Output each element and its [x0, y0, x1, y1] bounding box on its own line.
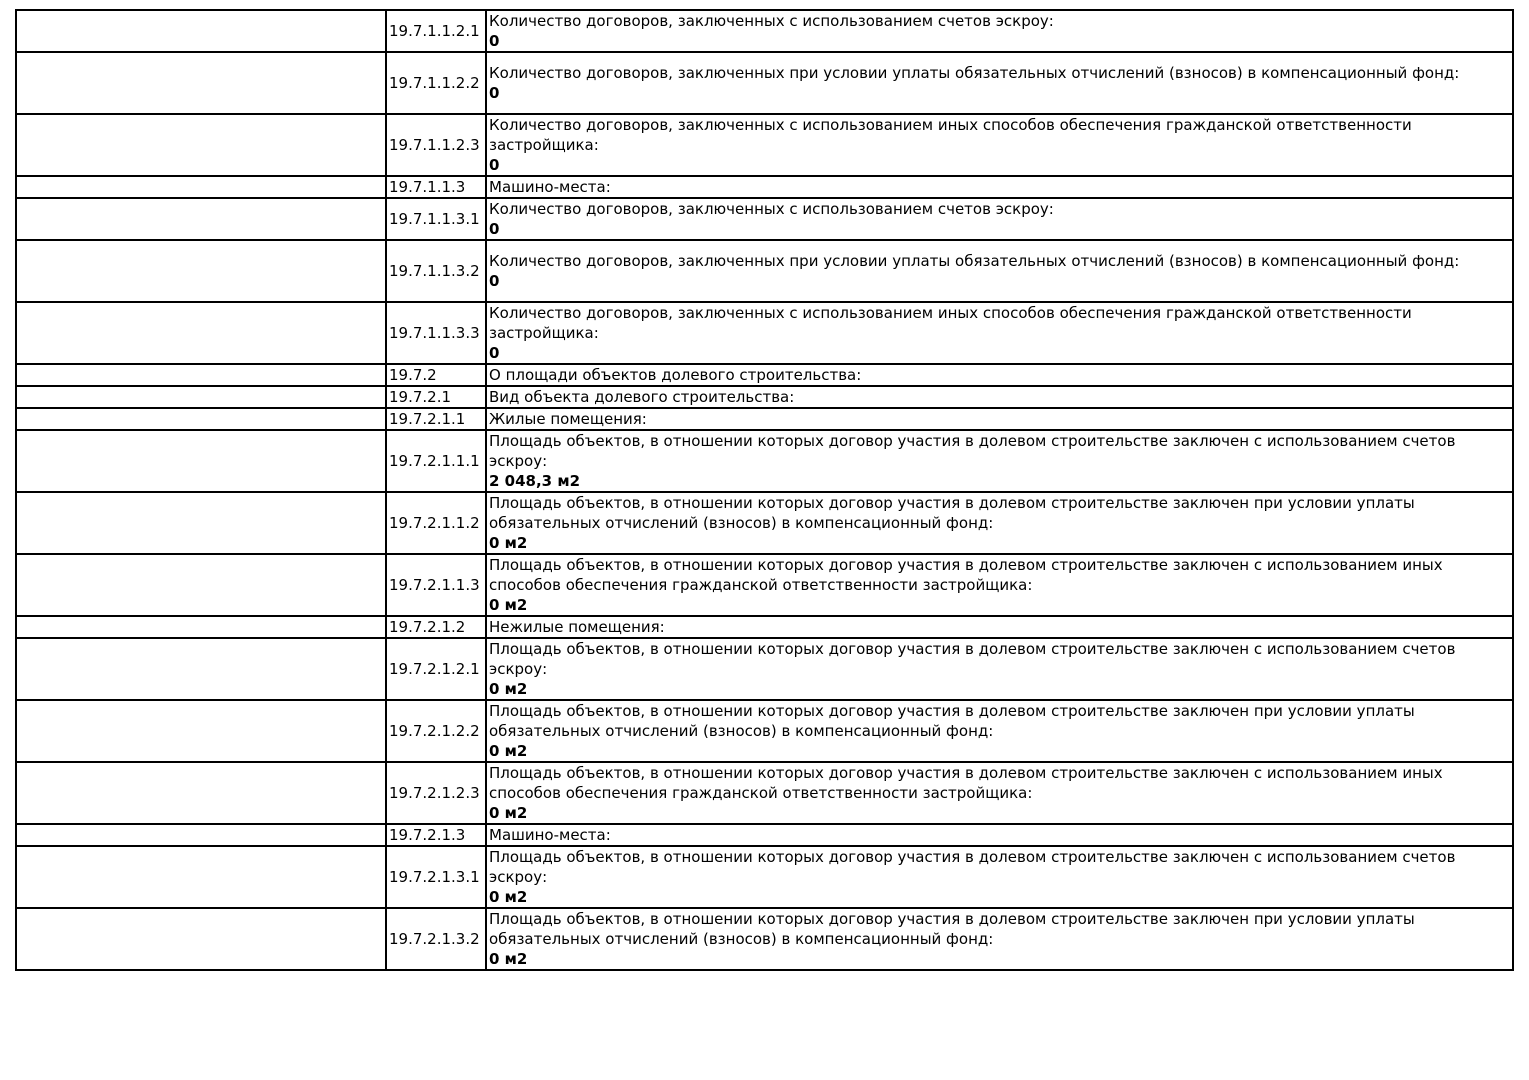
table-body	[16, 10, 1513, 970]
row-content	[486, 240, 1513, 302]
row-number: 19.7.1.1.2.3	[386, 114, 486, 176]
table-row	[16, 554, 1513, 616]
row-label: Жилые помещения:	[489, 410, 647, 428]
empty-cell	[16, 846, 386, 908]
row-value: 0	[489, 84, 500, 102]
row-content	[486, 908, 1513, 970]
row-number: 19.7.2.1.3	[386, 824, 486, 846]
row-value: 0 м2	[489, 596, 528, 614]
table-row	[16, 762, 1513, 824]
empty-cell	[16, 386, 386, 408]
table-row	[16, 52, 1513, 114]
row-content	[486, 638, 1513, 700]
row-content	[486, 302, 1513, 364]
row-content	[486, 386, 1513, 408]
table-row	[16, 408, 1513, 430]
row-value: 0 м2	[489, 888, 528, 906]
row-label: Количество договоров, заключенных с использованием счетов эскроу:	[489, 12, 1054, 30]
table-row	[16, 824, 1513, 846]
empty-cell	[16, 430, 386, 492]
row-label: Площадь объектов, в отношении которых договор участия в долевом строительстве заключен с использованием счетов эскроу:	[489, 432, 1456, 470]
row-label: Количество договоров, заключенных с использованием иных способов обеспечения гражданской ответственности застройщика:	[489, 304, 1412, 342]
empty-cell	[16, 824, 386, 846]
table-row	[16, 700, 1513, 762]
table-row	[16, 176, 1513, 198]
row-content	[486, 846, 1513, 908]
row-value: 0	[489, 272, 500, 290]
row-label: Площадь объектов, в отношении которых договор участия в долевом строительстве заключен при условии уплаты обязательных отчислений (взносов) в компенсационный фонд:	[489, 702, 1415, 740]
row-number: 19.7.1.1.3	[386, 176, 486, 198]
row-content	[486, 430, 1513, 492]
row-number: 19.7.2.1.1.1	[386, 430, 486, 492]
empty-cell	[16, 240, 386, 302]
table-row	[16, 364, 1513, 386]
row-content	[486, 616, 1513, 638]
row-content	[486, 52, 1513, 114]
row-label: Количество договоров, заключенных при условии уплаты обязательных отчислений (взносов) в компенсационный фонд:	[489, 252, 1460, 270]
table-row	[16, 908, 1513, 970]
empty-cell	[16, 616, 386, 638]
empty-cell	[16, 492, 386, 554]
row-number: 19.7.2.1	[386, 386, 486, 408]
row-content	[486, 10, 1513, 52]
row-value: 0 м2	[489, 804, 528, 822]
table-row	[16, 240, 1513, 302]
empty-cell	[16, 700, 386, 762]
row-number: 19.7.2.1.3.2	[386, 908, 486, 970]
row-value: 0	[489, 344, 500, 362]
empty-cell	[16, 364, 386, 386]
row-number: 19.7.2.1.1.2	[386, 492, 486, 554]
row-label: Машино-места:	[489, 826, 611, 844]
row-value: 0 м2	[489, 680, 528, 698]
row-label: Площадь объектов, в отношении которых договор участия в долевом строительстве заключен с использованием счетов эскроу:	[489, 640, 1456, 678]
row-label: Количество договоров, заключенных при условии уплаты обязательных отчислений (взносов) в компенсационный фонд:	[489, 64, 1460, 82]
table-row	[16, 114, 1513, 176]
row-content	[486, 700, 1513, 762]
row-content	[486, 824, 1513, 846]
row-number: 19.7.1.1.2.1	[386, 10, 486, 52]
empty-cell	[16, 638, 386, 700]
empty-cell	[16, 52, 386, 114]
table-row	[16, 846, 1513, 908]
declaration-table	[15, 9, 1514, 971]
row-number: 19.7.2.1.2.2	[386, 700, 486, 762]
row-content	[486, 114, 1513, 176]
empty-cell	[16, 762, 386, 824]
row-content	[486, 408, 1513, 430]
row-number: 19.7.1.1.3.2	[386, 240, 486, 302]
row-value: 0	[489, 32, 500, 50]
empty-cell	[16, 114, 386, 176]
empty-cell	[16, 198, 386, 240]
row-number: 19.7.2	[386, 364, 486, 386]
row-value: 0 м2	[489, 742, 528, 760]
row-value: 0 м2	[489, 534, 528, 552]
row-number: 19.7.1.1.3.3	[386, 302, 486, 364]
table-row	[16, 616, 1513, 638]
row-content	[486, 492, 1513, 554]
row-number: 19.7.2.1.2.3	[386, 762, 486, 824]
empty-cell	[16, 302, 386, 364]
table-row	[16, 492, 1513, 554]
row-number: 19.7.1.1.2.2	[386, 52, 486, 114]
empty-cell	[16, 908, 386, 970]
empty-cell	[16, 176, 386, 198]
row-number: 19.7.2.1.1.3	[386, 554, 486, 616]
row-number: 19.7.2.1.2.1	[386, 638, 486, 700]
table-row	[16, 638, 1513, 700]
row-label: Нежилые помещения:	[489, 618, 665, 636]
row-label: Машино-места:	[489, 178, 611, 196]
empty-cell	[16, 408, 386, 430]
row-label: О площади объектов долевого строительства:	[489, 366, 862, 384]
table-row	[16, 386, 1513, 408]
row-number: 19.7.2.1.1	[386, 408, 486, 430]
row-content	[486, 554, 1513, 616]
row-label: Количество договоров, заключенных с использованием счетов эскроу:	[489, 200, 1054, 218]
row-label: Вид объекта долевого строительства:	[489, 388, 795, 406]
row-content	[486, 176, 1513, 198]
table-row	[16, 302, 1513, 364]
row-label: Площадь объектов, в отношении которых договор участия в долевом строительстве заключен с использованием иных способов обеспечения гражданской ответственности застройщика:	[489, 556, 1443, 594]
table-row	[16, 198, 1513, 240]
empty-cell	[16, 10, 386, 52]
row-label: Количество договоров, заключенных с использованием иных способов обеспечения гражданской ответственности застройщика:	[489, 116, 1412, 154]
row-value: 0 м2	[489, 950, 528, 968]
row-number: 19.7.2.1.3.1	[386, 846, 486, 908]
row-value: 0	[489, 156, 500, 174]
row-label: Площадь объектов, в отношении которых договор участия в долевом строительстве заключен с использованием счетов эскроу:	[489, 848, 1456, 886]
row-content	[486, 198, 1513, 240]
row-label: Площадь объектов, в отношении которых договор участия в долевом строительстве заключен при условии уплаты обязательных отчислений (взносов) в компенсационный фонд:	[489, 494, 1415, 532]
row-content	[486, 762, 1513, 824]
empty-cell	[16, 554, 386, 616]
row-label: Площадь объектов, в отношении которых договор участия в долевом строительстве заключен с использованием иных способов обеспечения гражданской ответственности застройщика:	[489, 764, 1443, 802]
row-number: 19.7.1.1.3.1	[386, 198, 486, 240]
table-row	[16, 430, 1513, 492]
row-content	[486, 364, 1513, 386]
row-value: 2 048,3 м2	[489, 472, 581, 490]
row-label: Площадь объектов, в отношении которых договор участия в долевом строительстве заключен при условии уплаты обязательных отчислений (взносов) в компенсационный фонд:	[489, 910, 1415, 948]
row-number: 19.7.2.1.2	[386, 616, 486, 638]
table-row	[16, 10, 1513, 52]
row-value: 0	[489, 220, 500, 238]
